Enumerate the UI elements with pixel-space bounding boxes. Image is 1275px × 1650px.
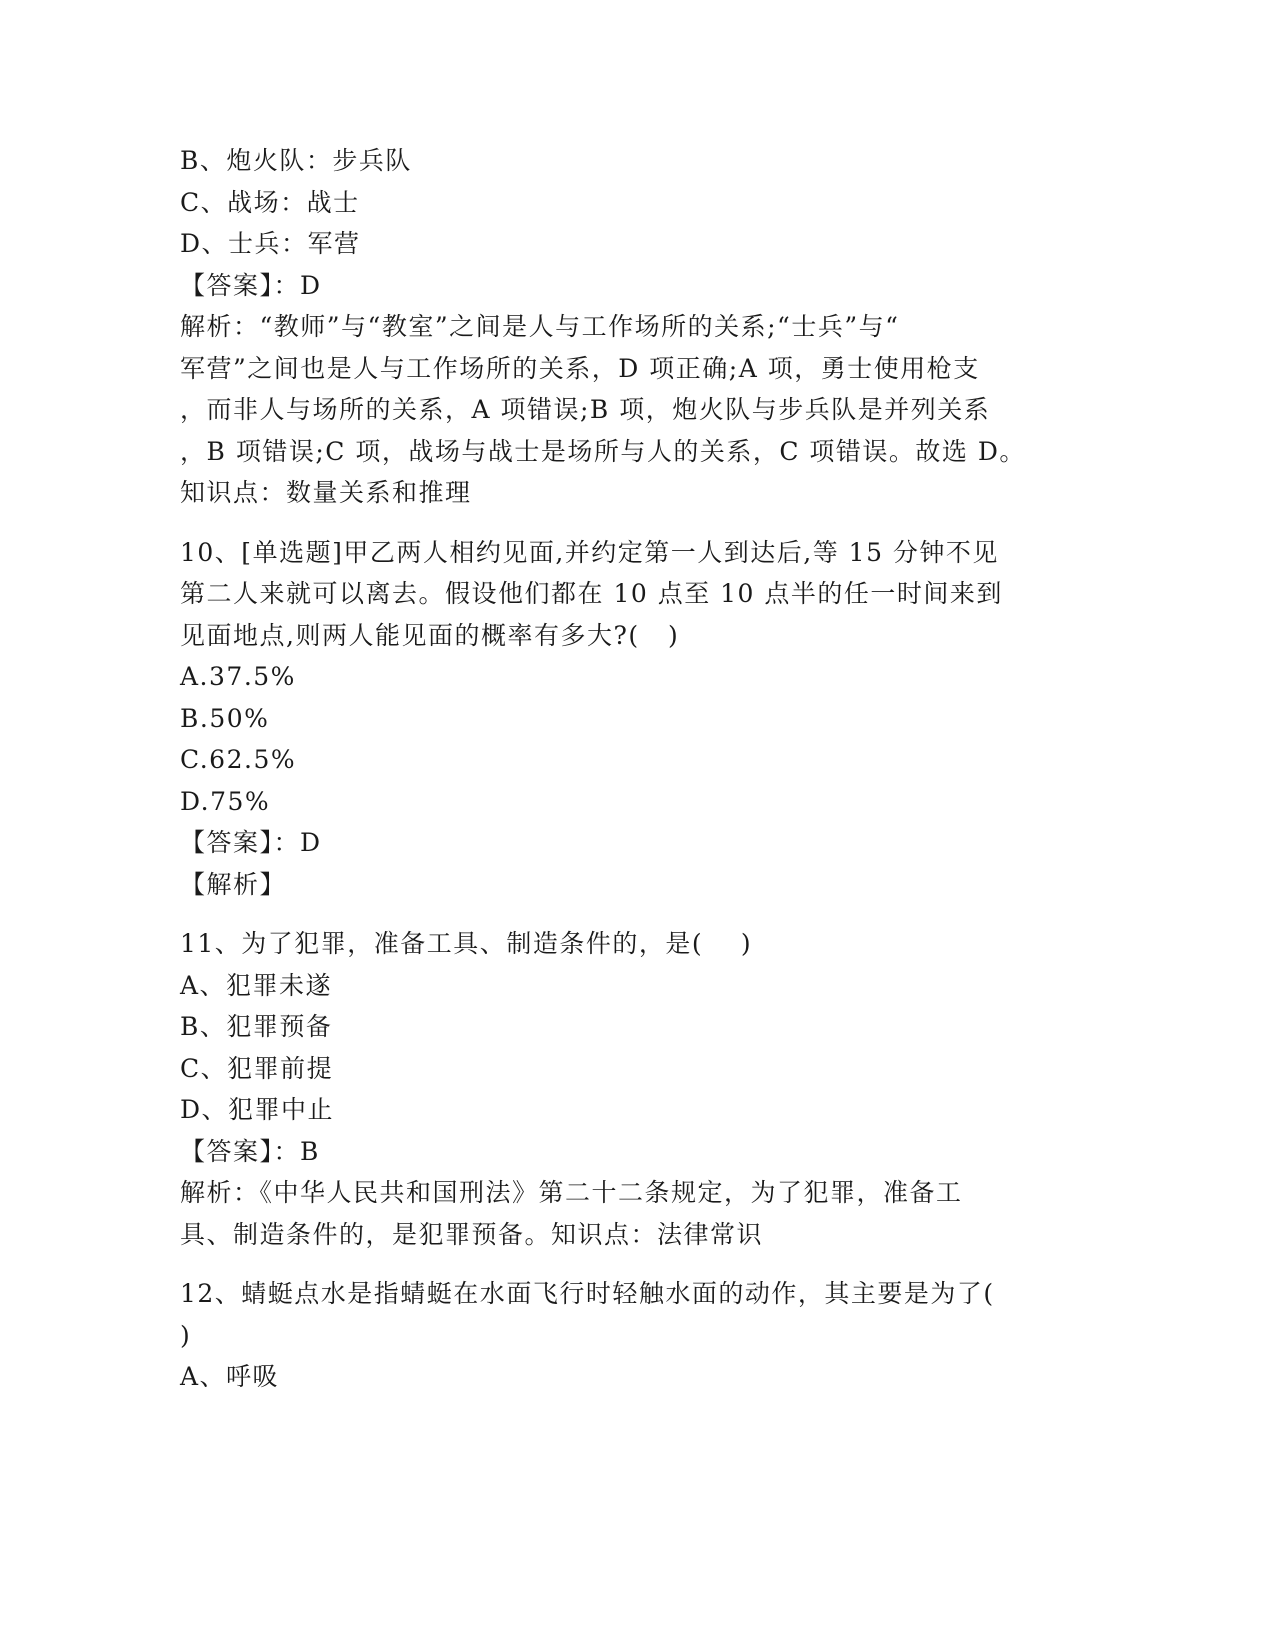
option-d: D、士兵：军营	[180, 229, 361, 258]
option-c: C、战场：战士	[180, 187, 360, 217]
answer-line: 【答案】：B	[180, 1136, 320, 1166]
analysis-line: ，B 项错误;C 项，战场与战士是场所与人的关系，C 项错误。故选 D。	[180, 436, 1026, 466]
question-10	[180, 532, 1060, 906]
document-page	[180, 140, 1060, 1398]
question-stem: 10、[单选题]甲乙两人相约见面,并约定第一人到达后,等 15 分钟不见	[180, 537, 999, 567]
question-stem: 第二人来就可以离去。假设他们都在 10 点至 10 点半的任一时间来到	[180, 579, 1003, 608]
answer-line: 【答案】：D	[180, 828, 322, 857]
option-d: D、犯罪中止	[180, 1095, 335, 1124]
analysis-line: 解析：《中华人民共和国刑法》第二十二条规定，为了犯罪，准备工	[180, 1178, 963, 1207]
option-a: A、呼吸	[180, 1362, 280, 1391]
analysis-line: ，而非人与场所的关系，A 项错误;B 项，炮火队与步兵队是并列关系	[180, 395, 991, 424]
option-c: C、犯罪前提	[180, 1053, 334, 1083]
question-9	[180, 140, 1060, 514]
question-stem: 12、蜻蜓点水是指蜻蜓在水面飞行时轻触水面的动作，其主要是为了(	[180, 1279, 995, 1308]
spacer	[180, 514, 1060, 532]
question-11	[180, 923, 1060, 1255]
analysis-line: 军营”之间也是人与工作场所的关系，D 项正确;A 项，勇士使用枪支	[180, 353, 980, 383]
question-stem: )	[180, 1320, 192, 1350]
analysis-line: 解析：“教师”与“教室”之间是人与工作场所的关系;“士兵”与“	[180, 312, 900, 341]
analysis-label: 【解析】	[180, 869, 287, 899]
analysis-line: 知识点：数量关系和推理	[180, 478, 472, 507]
answer-line: 【答案】：D	[180, 270, 322, 300]
option-c: C.62.5%	[180, 745, 297, 774]
question-stem: 见面地点,则两人能见面的概率有多大?( )	[180, 620, 680, 650]
option-a: A.37.5%	[180, 662, 296, 691]
question-stem: 11、为了犯罪，准备工具、制造条件的，是( )	[180, 929, 753, 958]
option-b: B、炮火队：步兵队	[180, 146, 412, 175]
option-d: D.75%	[180, 786, 271, 816]
spacer	[180, 905, 1060, 923]
option-b: B、犯罪预备	[180, 1012, 333, 1041]
analysis-line: 具、制造条件的，是犯罪预备。知识点：法律常识	[180, 1219, 764, 1249]
option-b: B.50%	[180, 703, 270, 733]
spacer	[180, 1255, 1060, 1273]
option-a: A、犯罪未遂	[180, 970, 333, 1000]
question-12	[180, 1273, 1060, 1398]
